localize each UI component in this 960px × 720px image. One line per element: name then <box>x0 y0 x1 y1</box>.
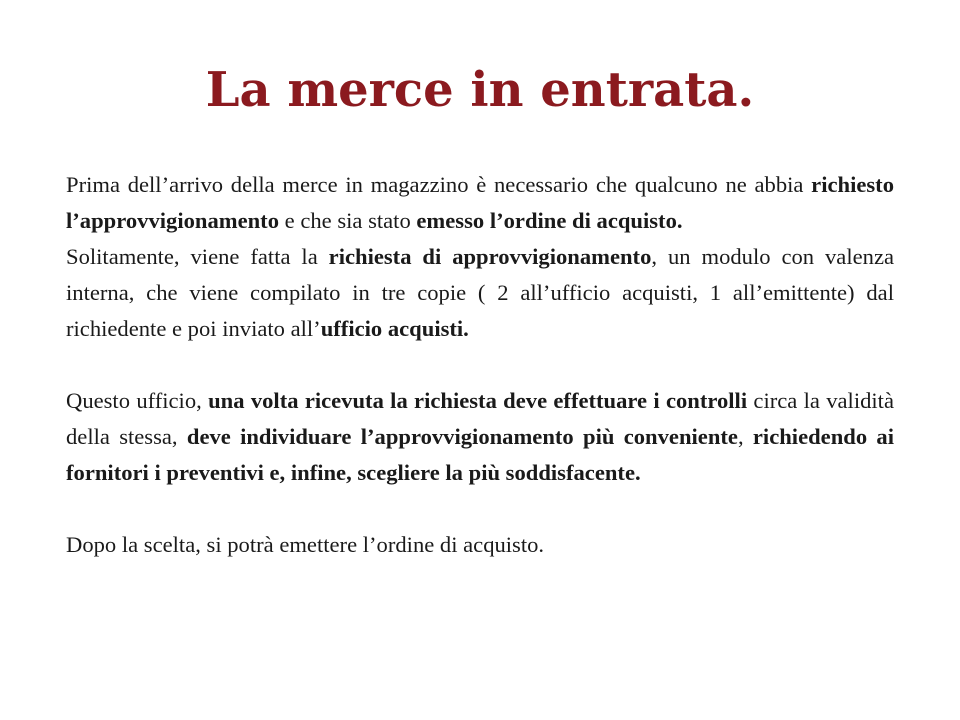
p3-text-2: circa la validità della stessa, <box>66 388 894 449</box>
paragraph-1 <box>66 167 894 239</box>
paragraph-2 <box>66 239 894 347</box>
p2-text-2: , un modulo con valenza interna, che viene compilato in tre copie ( 2 all’ufficio acquisti, 1 all’emittente) dal richiedente e poi inviato all’ <box>66 244 894 341</box>
p4-text-1: Dopo la scelta, si potrà emettere l’ordine di acquisto. <box>66 532 545 557</box>
p1-text-2: e che sia stato <box>279 208 417 233</box>
p2-bold-1: richiesta di approvvigionamento <box>328 244 652 269</box>
p3-text-1: Questo ufficio, <box>66 388 209 413</box>
p1-bold-2: emesso l’ordine di acquisto. <box>416 208 683 233</box>
p3-bold-2: deve individuare l’approvvigionamento più conveniente <box>186 424 738 449</box>
p1-bold-1: richiesto l’approvvigionamento <box>66 172 894 233</box>
p1-text-1: Prima dell’arrivo della merce in magazzino è necessario che qualcuno ne abbia <box>66 172 812 197</box>
p3-text-3: , <box>737 424 753 449</box>
paragraph-3 <box>66 383 894 491</box>
paragraph-4 <box>66 527 894 563</box>
p2-text-1: Solitamente, viene fatta la <box>66 244 329 269</box>
slide-body <box>66 167 894 563</box>
p2-bold-2: ufficio acquisti. <box>320 316 469 341</box>
p3-bold-3: richiedendo ai fornitori i preventivi e, infine, scegliere la più soddisfacente. <box>66 424 894 485</box>
slide-title: La merce in entrata. <box>205 62 755 118</box>
p3-bold-1: una volta ricevuta la richiesta deve effettuare i controlli <box>208 388 748 413</box>
